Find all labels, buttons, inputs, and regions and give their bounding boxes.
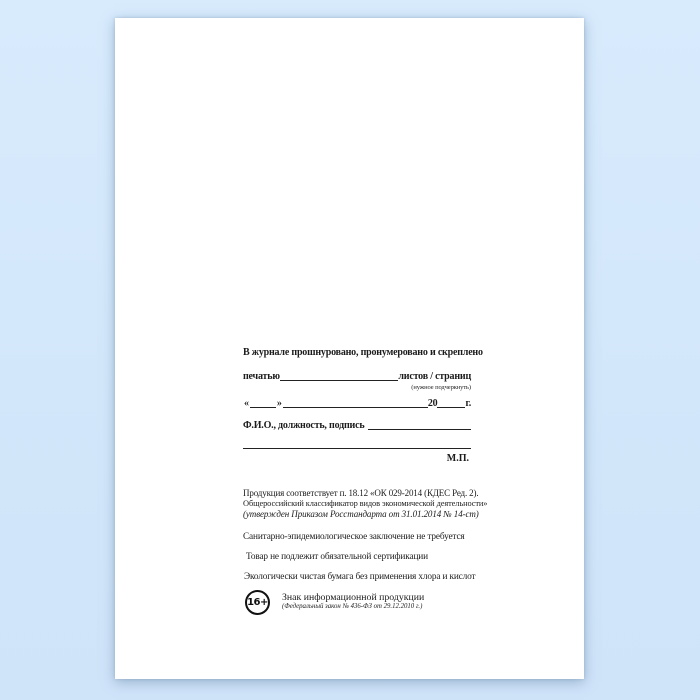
age-mark-title: Знак информационной продукции	[282, 592, 425, 603]
signatory-line	[243, 420, 471, 432]
underline-hint: (нужное подчеркнуть)	[411, 384, 471, 391]
seal-place-abbr: М.П.	[446, 453, 469, 464]
seal-sheets-line	[243, 371, 471, 383]
product-conformity-line1: Продукция соответствует п. 18.12 «ОК 029-2014 (КДЕС Ред. 2).	[243, 488, 479, 498]
eco-paper-note: Экологически чистая бумага без применения хлора и кислот	[244, 572, 476, 582]
age-mark-law-reference: (Федеральный закон № 436-ФЗ от 29.12.2010 г.)	[282, 603, 423, 610]
product-conformity-line3: (утвержден Приказом Росстандарта от 31.01.2014 № 14-ст)	[243, 509, 479, 519]
sanitary-note: Санитарно-эпидемиологическое заключение не требуется	[243, 532, 465, 542]
quote-close: »	[276, 398, 282, 409]
sheets-pages-label: листов / страниц	[398, 371, 471, 382]
journal-bound-line: В журнале прошнуровано, пронумеровано и скреплено	[243, 347, 483, 358]
year-prefix: 20	[427, 398, 438, 409]
quote-open: «	[244, 398, 249, 409]
blank-line	[283, 404, 428, 408]
certification-note: Товар не подлежит обязательной сертификации	[246, 552, 428, 562]
document-page	[115, 18, 584, 679]
blank-line	[250, 404, 276, 408]
age-rating-block	[243, 590, 471, 615]
page-content	[243, 347, 488, 615]
seal-prefix-label: печатью	[243, 371, 280, 382]
signatory-label: Ф.И.О., должность, подпись	[243, 420, 365, 431]
age-16-plus-icon: 16+	[245, 590, 270, 615]
signature-blank-line	[243, 438, 471, 449]
blank-line	[280, 377, 399, 381]
year-suffix: г.	[465, 398, 471, 409]
blank-line	[368, 426, 471, 430]
product-conformity-line2: Общероссийский классификатор видов экономической деятельности»	[243, 499, 488, 508]
date-line	[243, 398, 471, 410]
age-mark-text	[282, 592, 424, 611]
blank-line	[437, 404, 465, 408]
